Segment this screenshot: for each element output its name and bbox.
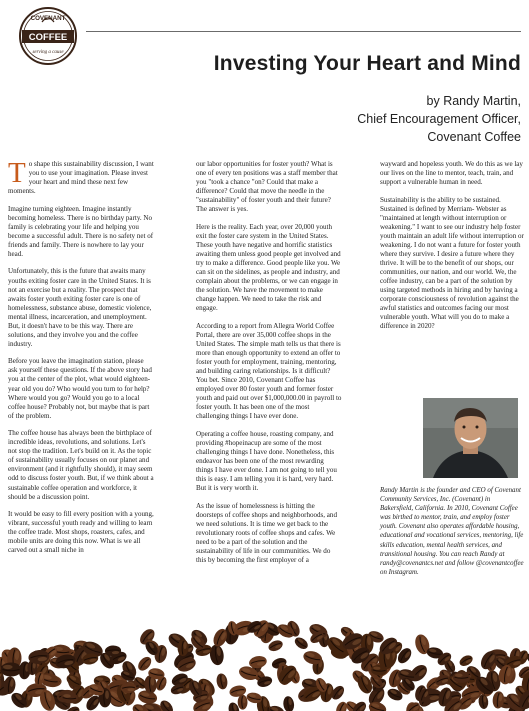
author-portrait-image xyxy=(423,398,518,478)
paragraph: According to a report from Allegra World Coffee Portal, there are over 35,000 coffee shops in the United States. The simple math tells us that there is more than enough opportunity to extend an offer to foster youth for employment, training, mentoring, and building caring relationships. Is it difficult? You bet. Since 2010, Covenant Coffee has employed over 80 foster youth and former foster youth and paid out over $1,000,000.00 in payroll to foster youth. It has been one of the most challenging things I have ever done. xyxy=(196,321,342,421)
paragraph: As the issue of homelessness is hitting the doorsteps of coffee shops and neighborhoods, and we need solutions. It is time we get back to the revolutionary roots of coffee shops and cafes. We need to be a part of the solution and the sustainability of life in our communities. We do this by becoming the first employer of a xyxy=(196,501,337,564)
paragraph: wayward and hopeless youth. We do this as we lay our lives on the line to mentor, teach, train, and support a vulnerable human in need. xyxy=(380,160,523,187)
paragraph: Unfortunately, this is the future that awaits many youths exiting foster care in the United States. It is not an exercise but a reality. The prospect that awaits foster youth exiting foster care is one of homelessness, substance abuse, domestic violence, mental illness, incarceration, and unemployment. But, it doesn't have to be this way. There are solutions, and they involve you and the coffee industry. xyxy=(8,267,152,348)
paragraph: Before you leave the imagination station, please ask yourself these questions. If the above story had you at the center of the plot, what would eighteen-year old you do? Who would you turn to for help? Where would you go? Would you go to a local coffee house? Probably not, but maybe that is part of the problem. xyxy=(8,357,152,420)
coffee-beans-icon xyxy=(0,596,529,711)
paragraph: Operating a coffee house, roasting company, and providing #hopeinacup are some of the most challenging things I have done. Nonetheless, this endeavor has been one of the most rewarding things I have ever done. I am not going to tell you this is easy. I am telling you it is hard, very hard. But it is very worth it. xyxy=(196,429,337,493)
author-bio: Randy Martin is the founder and CEO of Covenant Community Services, Inc. (Covenant) in Bakersfield, California. In 2010, Covenant Coffee was birthed to mentor, train, and employ foster youth. Covenant also operates affordable housing, educational and vocational services, mentoring, life skills education, mental health services, and transitional housing. You can reach Randy at randy@covenantcs.net and follow @covenantcoffee on Instagram. xyxy=(380,487,524,576)
coffee-beans-image xyxy=(0,596,529,711)
paragraph: Here is the reality. Each year, over 20,000 youth exit the foster care system in the United States. These youth have negative and horrific statistics awaiting them unless good people get involved and try to make a difference. Good people like you. We can sit on the sidelines, as people and industry, and complain about the problems, or we can engage in the solution. We have the movement to make change happen. We need to take the risk and engage. xyxy=(196,222,341,313)
byline-author: by Randy Martin, xyxy=(426,94,521,108)
article-title: Investing Your Heart and Mind xyxy=(213,52,521,75)
paragraph: Imagine turning eighteen. Imagine instantly becoming homeless. There is no birthday party. No family is celebrating your life and helping you become a successful adult. There is no safety net of friends and family. There is nowhere to lay your head. xyxy=(8,204,154,258)
header-rule xyxy=(86,31,521,32)
logo-top-text: COVENANT xyxy=(30,15,66,22)
paragraph: To shape this sustainability discussion, I want you to use your imagination. Please invest your heart and mind these next few moments. xyxy=(8,157,154,196)
byline xyxy=(357,92,521,146)
byline-role: Chief Encouragement Officer, xyxy=(357,112,521,126)
author-photo xyxy=(423,398,518,478)
paragraph: It would be easy to fill every position with a young, vibrant, successful youth ready and willing to learn the coffee trade. Most shops, roasters, cafes, and mobile units are doing this now. What is we all carved out a small niche in xyxy=(8,510,154,555)
paragraph: The coffee house has always been the birthplace of incredible ideas, revolutions, and solutions. Let's not stop the tradition. Let's build on it. As the topic of sustainability usually focuses on our planet and environment (and it rightfully should), it may seem odd to discuss foster youth. But, if we think about a sustainable coffee operation and workforce, it should be a discussion point. xyxy=(8,429,154,501)
drop-cap: T xyxy=(8,157,26,189)
covenant-coffee-logo xyxy=(18,6,78,66)
logo-bottom-text: serving a cause xyxy=(32,50,64,55)
byline-company: Covenant Coffee xyxy=(427,130,521,144)
paragraph: our labor opportunities for foster youth? What is one of every ten positions was a staff member that you "took a chance "on? Could that make a difference? Could that move the needle in the "sustainability" of foster youth and their future? The answer is yes. xyxy=(196,160,338,214)
article-column-3 xyxy=(380,160,526,340)
article-column-1 xyxy=(8,157,154,564)
logo-badge-icon xyxy=(18,6,78,66)
logo-main-text: COFFEE xyxy=(28,32,68,43)
article-column-2 xyxy=(196,160,342,573)
paragraph: Sustainability is the ability to be sustained. Sustained is defined by Merriam- Webster as "maintained at length without interruption or weakening." I want to see our industry help foster youth maintain an adult life without interruption or weakening. I do not want a future for foster youth where they survive. I desire a future where they thrive. It will be to the benefit of our shops, our communities, our nation, and our world. We, the coffee industry, can be a part of the solution by using targeted methods in hiring and by having a corporate consciousness of revolution against the awful statistics and outcomes facing our most vulnerable youth. What will you do to make a difference in 2020? xyxy=(380,195,524,331)
